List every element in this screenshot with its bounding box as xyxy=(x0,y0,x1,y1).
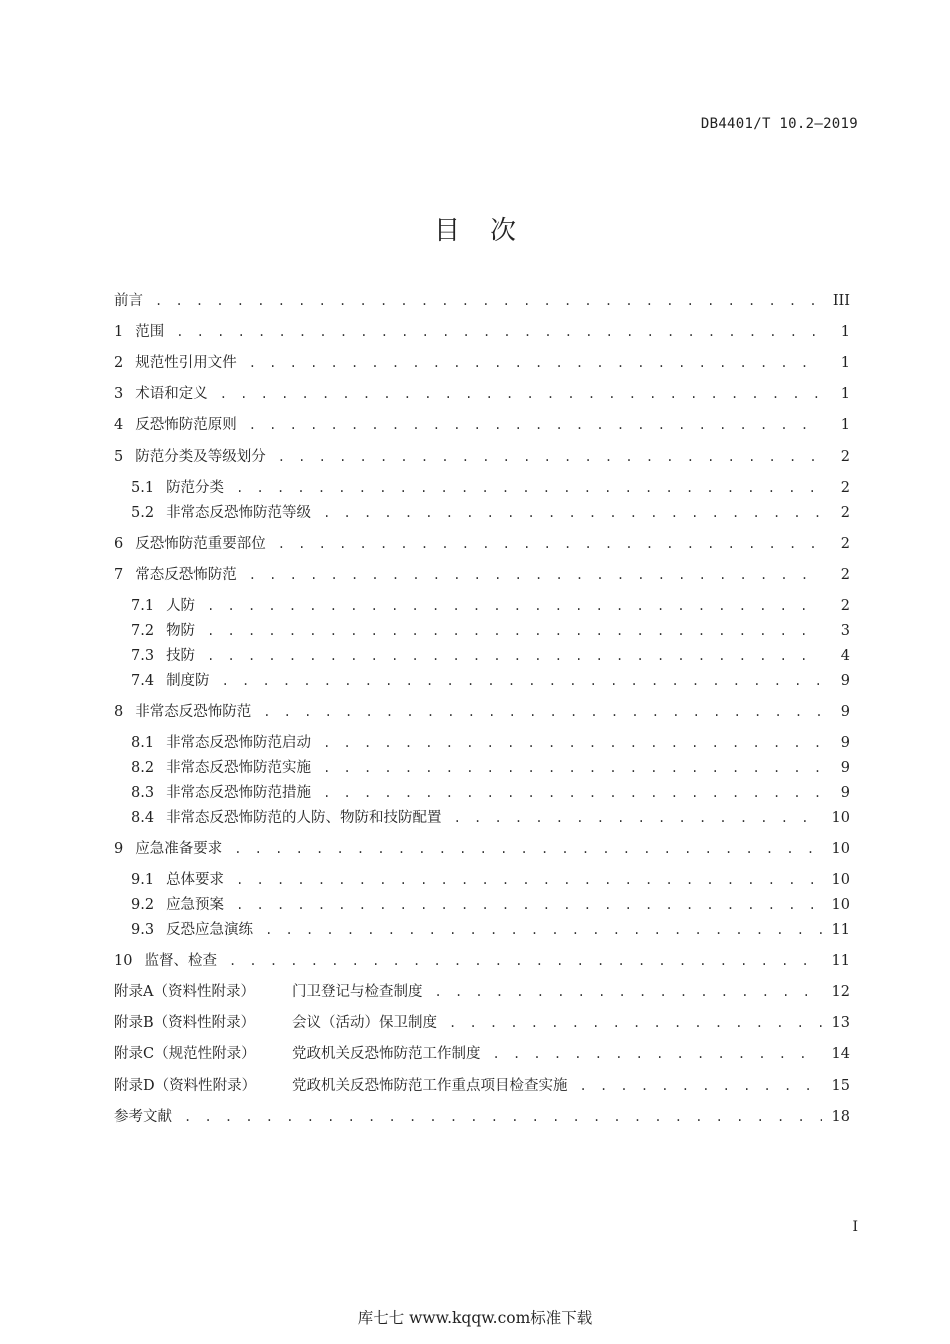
toc-entry[interactable] xyxy=(114,564,850,586)
toc-entry-foreword[interactable] xyxy=(114,290,850,312)
toc-number: 4 xyxy=(114,417,124,433)
toc-label: 防范分类 xyxy=(166,480,225,496)
toc-page: 3 xyxy=(840,623,850,639)
toc-page: 13 xyxy=(831,1015,850,1031)
toc-label: 非常态反恐怖防范 xyxy=(135,704,252,720)
toc-leader-dots xyxy=(236,477,822,499)
toc-appendix-entry[interactable] xyxy=(114,1012,850,1034)
toc-page: 9 xyxy=(840,704,850,720)
toc-number: 1 xyxy=(114,324,124,340)
toc-page: 2 xyxy=(840,567,850,583)
toc-subentry[interactable] xyxy=(131,869,850,891)
toc-label: 制度防 xyxy=(166,673,210,689)
toc-label: 参考文献 xyxy=(114,1109,172,1125)
toc-label: 非常态反恐怖防范实施 xyxy=(166,760,312,776)
toc-leader-dots xyxy=(265,919,822,941)
toc-number: 2 xyxy=(114,355,124,371)
toc-leader-dots xyxy=(323,502,822,524)
page-number: I xyxy=(852,1219,858,1235)
toc-number: 3 xyxy=(114,386,124,402)
toc-page: 10 xyxy=(831,897,850,913)
toc-number: 8.1 xyxy=(131,735,155,751)
toc-label: 反恐怖防范重要部位 xyxy=(135,536,266,552)
toc-label: 非常态反恐怖防范的人防、物防和技防配置 xyxy=(166,810,442,826)
toc-number: 7 xyxy=(114,567,124,583)
toc-entry[interactable] xyxy=(114,321,850,343)
toc-subentry[interactable] xyxy=(131,670,850,692)
toc-number: 5.1 xyxy=(131,480,155,496)
toc-number: 8 xyxy=(114,704,124,720)
toc-label: 人防 xyxy=(166,598,196,614)
toc-leader-dots xyxy=(207,645,822,667)
toc-appendix-number: 附录D（资料性附录） xyxy=(114,1078,257,1094)
toc-leader-dots xyxy=(249,352,822,374)
toc-page: 2 xyxy=(840,505,850,521)
toc-leader-dots xyxy=(155,290,822,312)
toc-subentry[interactable] xyxy=(131,645,850,667)
toc-number: 8.4 xyxy=(131,810,155,826)
toc-number: 10 xyxy=(114,953,133,969)
toc-label: 非常态反恐怖防范措施 xyxy=(166,785,312,801)
toc-label: 反恐应急演练 xyxy=(166,922,254,938)
toc-label: 非常态反恐怖防范启动 xyxy=(166,735,312,751)
toc-label: 前言 xyxy=(114,293,143,309)
toc-subentry[interactable] xyxy=(131,595,850,617)
toc-page: 9 xyxy=(840,735,850,751)
toc-appendix-entry[interactable] xyxy=(114,981,850,1003)
toc-number: 8.3 xyxy=(131,785,155,801)
toc-entry[interactable] xyxy=(114,838,850,860)
toc-entry[interactable] xyxy=(114,701,850,723)
toc-page: 2 xyxy=(840,598,850,614)
toc-label: 会议（活动）保卫制度 xyxy=(292,1015,437,1031)
toc-appendix-number: 附录B（资料性附录） xyxy=(114,1015,256,1031)
toc-number: 9.3 xyxy=(131,922,155,938)
toc-leader-dots xyxy=(207,595,822,617)
toc-leader-dots xyxy=(323,757,822,779)
toc-subentry[interactable] xyxy=(131,807,850,829)
toc-number: 9 xyxy=(114,841,124,857)
toc-leader-dots xyxy=(493,1043,823,1065)
toc-leader-dots xyxy=(236,894,822,916)
toc-leader-dots xyxy=(229,950,822,972)
toc-number: 7.1 xyxy=(131,598,155,614)
footer-watermark: 库七七 www.kqqw.com标准下载 xyxy=(357,1309,593,1327)
toc-label: 应急准备要求 xyxy=(135,841,223,857)
toc-label: 党政机关反恐怖防范工作制度 xyxy=(292,1046,481,1062)
toc-entry-bibliography[interactable] xyxy=(114,1106,850,1128)
toc-leader-dots xyxy=(435,981,823,1003)
toc-label: 规范性引用文件 xyxy=(135,355,237,371)
toc-number: 6 xyxy=(114,536,124,552)
toc-number: 8.2 xyxy=(131,760,155,776)
toc-label: 反恐怖防范原则 xyxy=(135,417,237,433)
toc-number: 9.2 xyxy=(131,897,155,913)
document-code: DB4401/T 10.2—2019 xyxy=(700,116,858,132)
toc-label: 防范分类及等级划分 xyxy=(135,449,266,465)
toc-subentry[interactable] xyxy=(131,502,850,524)
toc-entry[interactable] xyxy=(114,383,850,405)
toc-leader-dots xyxy=(323,732,822,754)
toc-leader-dots xyxy=(184,1106,822,1128)
toc-appendix-entry[interactable] xyxy=(114,1075,850,1097)
toc-page: 10 xyxy=(831,810,850,826)
toc-page: 11 xyxy=(831,922,850,938)
toc-label: 物防 xyxy=(166,623,196,639)
toc-page: 10 xyxy=(831,872,850,888)
toc-page: 2 xyxy=(840,449,850,465)
toc-subentry[interactable] xyxy=(131,894,850,916)
toc-leader-dots xyxy=(249,564,822,586)
toc-label: 党政机关反恐怖防范工作重点项目检查实施 xyxy=(292,1078,568,1094)
toc-page: 1 xyxy=(840,324,850,340)
toc-page: 1 xyxy=(840,386,850,402)
toc-entry[interactable] xyxy=(114,533,850,555)
toc-number: 7.4 xyxy=(131,673,155,689)
toc-leader-dots xyxy=(278,533,822,555)
toc-label: 技防 xyxy=(166,648,196,664)
toc-label: 应急预案 xyxy=(166,897,225,913)
toc-leader-dots xyxy=(449,1012,822,1034)
toc-page: 9 xyxy=(840,673,850,689)
toc-page: 1 xyxy=(840,417,850,433)
toc-leader-dots xyxy=(176,321,822,343)
toc-subentry[interactable] xyxy=(131,477,850,499)
toc-page: 10 xyxy=(831,841,850,857)
page-title: 目次 xyxy=(433,216,546,246)
toc-page: 15 xyxy=(831,1078,850,1094)
toc-page: 2 xyxy=(840,480,850,496)
toc-page: 18 xyxy=(831,1109,850,1125)
toc-entry[interactable] xyxy=(114,950,850,972)
toc-leader-dots xyxy=(580,1075,823,1097)
toc-subentry[interactable] xyxy=(131,620,850,642)
toc-label: 范围 xyxy=(135,324,165,340)
toc-leader-dots xyxy=(220,383,822,405)
toc-label: 监督、检查 xyxy=(144,953,217,969)
toc-leader-dots xyxy=(236,869,822,891)
toc-label: 术语和定义 xyxy=(135,386,208,402)
toc-leader-dots xyxy=(323,782,822,804)
toc-leader-dots xyxy=(207,620,822,642)
toc-page: 1 xyxy=(840,355,850,371)
toc-page: 9 xyxy=(840,785,850,801)
toc-subentry[interactable] xyxy=(131,757,850,779)
toc-subentry[interactable] xyxy=(131,782,850,804)
toc-label: 门卫登记与检查制度 xyxy=(292,984,423,1000)
toc-leader-dots xyxy=(249,414,822,436)
toc-entry[interactable] xyxy=(114,414,850,436)
toc-appendix-number: 附录A（资料性附录） xyxy=(114,984,255,1000)
toc-number: 7.2 xyxy=(131,623,155,639)
toc-label: 常态反恐怖防范 xyxy=(135,567,237,583)
toc-entry[interactable] xyxy=(114,352,850,374)
toc-page: 4 xyxy=(840,648,850,664)
toc-entry[interactable] xyxy=(114,446,850,468)
toc-page: 2 xyxy=(840,536,850,552)
toc-label: 总体要求 xyxy=(166,872,225,888)
toc-page: III xyxy=(832,293,850,309)
toc-leader-dots xyxy=(263,701,822,723)
toc-number: 9.1 xyxy=(131,872,155,888)
toc-subentry[interactable] xyxy=(131,919,850,941)
toc-appendix-number: 附录C（规范性附录） xyxy=(114,1046,256,1062)
toc-number: 7.3 xyxy=(131,648,155,664)
toc-leader-dots xyxy=(278,446,822,468)
toc-page: 9 xyxy=(840,760,850,776)
toc-page: 14 xyxy=(831,1046,850,1062)
toc-subentry[interactable] xyxy=(131,732,850,754)
toc-appendix-entry[interactable] xyxy=(114,1043,850,1065)
toc-leader-dots xyxy=(454,807,822,829)
toc-leader-dots xyxy=(222,670,822,692)
toc-page: 12 xyxy=(831,984,850,1000)
toc-label: 非常态反恐怖防范等级 xyxy=(166,505,312,521)
toc-page: 11 xyxy=(831,953,850,969)
toc-leader-dots xyxy=(234,838,822,860)
toc-number: 5 xyxy=(114,449,124,465)
toc-number: 5.2 xyxy=(131,505,155,521)
